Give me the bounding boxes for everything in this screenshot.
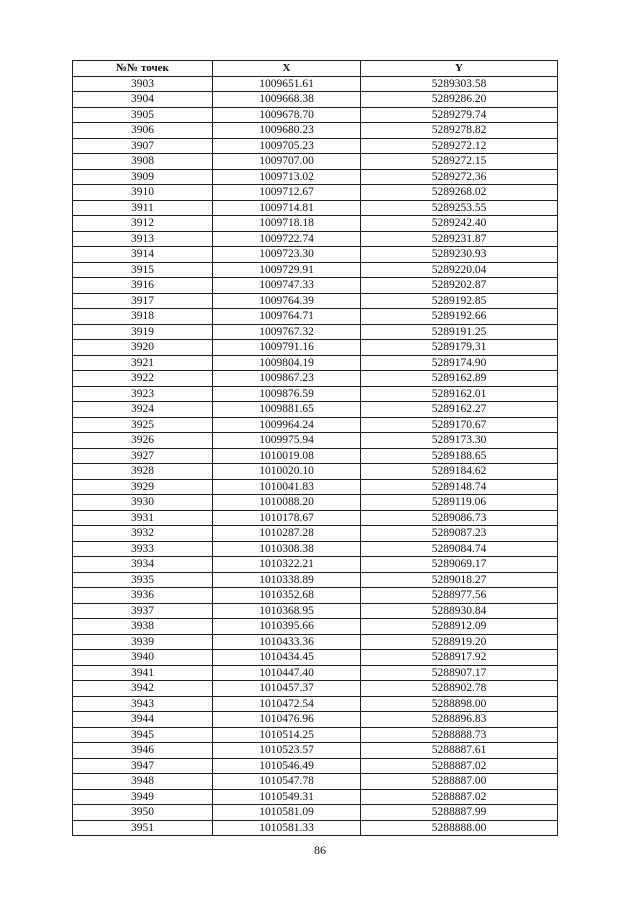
cell-x: 1010514.25	[213, 727, 361, 743]
cell-y: 5288888.00	[361, 820, 558, 836]
cell-y: 5289087.23	[361, 526, 558, 542]
table-row	[73, 433, 558, 449]
header-y: Y	[361, 61, 558, 77]
table-row	[73, 386, 558, 402]
cell-y: 5289192.66	[361, 309, 558, 325]
cell-x: 1010447.40	[213, 665, 361, 681]
cell-point-number: 3940	[73, 650, 213, 666]
cell-point-number: 3946	[73, 743, 213, 759]
cell-y: 5288912.09	[361, 619, 558, 635]
table-row	[73, 665, 558, 681]
cell-y: 5289018.27	[361, 572, 558, 588]
cell-y: 5289173.30	[361, 433, 558, 449]
cell-y: 5289148.74	[361, 479, 558, 495]
cell-point-number: 3926	[73, 433, 213, 449]
cell-y: 5288887.99	[361, 805, 558, 821]
cell-y: 5288896.83	[361, 712, 558, 728]
cell-x: 1009718.18	[213, 216, 361, 232]
cell-x: 1010581.33	[213, 820, 361, 836]
table-row	[73, 309, 558, 325]
table-row	[73, 200, 558, 216]
cell-point-number: 3942	[73, 681, 213, 697]
cell-x: 1010178.67	[213, 510, 361, 526]
table-row	[73, 588, 558, 604]
cell-y: 5289162.89	[361, 371, 558, 387]
cell-y: 5288887.02	[361, 789, 558, 805]
header-point-number: №№ точек	[73, 61, 213, 77]
cell-point-number: 3912	[73, 216, 213, 232]
cell-point-number: 3910	[73, 185, 213, 201]
cell-point-number: 3920	[73, 340, 213, 356]
cell-point-number: 3941	[73, 665, 213, 681]
table-row	[73, 789, 558, 805]
cell-x: 1010287.28	[213, 526, 361, 542]
table-row	[73, 185, 558, 201]
cell-y: 5288887.61	[361, 743, 558, 759]
cell-x: 1010322.21	[213, 557, 361, 573]
table-row	[73, 650, 558, 666]
cell-x: 1010457.37	[213, 681, 361, 697]
cell-point-number: 3931	[73, 510, 213, 526]
cell-point-number: 3914	[73, 247, 213, 263]
coordinates-table-container	[72, 60, 557, 836]
cell-point-number: 3911	[73, 200, 213, 216]
table-row	[73, 107, 558, 123]
cell-x: 1010020.10	[213, 464, 361, 480]
table-row	[73, 727, 558, 743]
table-row	[73, 417, 558, 433]
cell-x: 1009651.61	[213, 76, 361, 92]
table-row	[73, 774, 558, 790]
cell-point-number: 3934	[73, 557, 213, 573]
cell-y: 5288919.20	[361, 634, 558, 650]
cell-y: 5289162.01	[361, 386, 558, 402]
cell-x: 1009668.38	[213, 92, 361, 108]
cell-x: 1010088.20	[213, 495, 361, 511]
table-row	[73, 557, 558, 573]
table-row	[73, 464, 558, 480]
cell-point-number: 3925	[73, 417, 213, 433]
cell-x: 1010019.08	[213, 448, 361, 464]
coordinates-table	[72, 60, 558, 836]
cell-point-number: 3935	[73, 572, 213, 588]
cell-y: 5289084.74	[361, 541, 558, 557]
cell-x: 1010581.09	[213, 805, 361, 821]
cell-point-number: 3949	[73, 789, 213, 805]
cell-x: 1010549.31	[213, 789, 361, 805]
table-row	[73, 448, 558, 464]
cell-point-number: 3930	[73, 495, 213, 511]
cell-point-number: 3928	[73, 464, 213, 480]
cell-y: 5288917.92	[361, 650, 558, 666]
cell-y: 5289220.04	[361, 262, 558, 278]
cell-x: 1010523.57	[213, 743, 361, 759]
cell-x: 1010352.68	[213, 588, 361, 604]
cell-y: 5288888.73	[361, 727, 558, 743]
cell-x: 1009680.23	[213, 123, 361, 139]
cell-y: 5289162.27	[361, 402, 558, 418]
cell-y: 5288907.17	[361, 665, 558, 681]
cell-point-number: 3948	[73, 774, 213, 790]
table-row	[73, 696, 558, 712]
cell-point-number: 3947	[73, 758, 213, 774]
page-number: 86	[314, 843, 326, 857]
cell-x: 1009964.24	[213, 417, 361, 433]
table-row	[73, 743, 558, 759]
cell-point-number: 3909	[73, 169, 213, 185]
cell-point-number: 3943	[73, 696, 213, 712]
cell-y: 5289086.73	[361, 510, 558, 526]
table-row	[73, 278, 558, 294]
cell-point-number: 3944	[73, 712, 213, 728]
cell-x: 1009722.74	[213, 231, 361, 247]
cell-x: 1009975.94	[213, 433, 361, 449]
cell-point-number: 3951	[73, 820, 213, 836]
cell-x: 1009712.67	[213, 185, 361, 201]
table-row	[73, 510, 558, 526]
cell-x: 1009767.32	[213, 324, 361, 340]
cell-y: 5288930.84	[361, 603, 558, 619]
cell-x: 1010476.96	[213, 712, 361, 728]
cell-x: 1010433.36	[213, 634, 361, 650]
cell-y: 5288887.00	[361, 774, 558, 790]
cell-x: 1009729.91	[213, 262, 361, 278]
cell-x: 1009881.65	[213, 402, 361, 418]
table-row	[73, 231, 558, 247]
cell-point-number: 3915	[73, 262, 213, 278]
cell-point-number: 3905	[73, 107, 213, 123]
header-x: X	[213, 61, 361, 77]
table-row	[73, 138, 558, 154]
table-row	[73, 758, 558, 774]
cell-x: 1009867.23	[213, 371, 361, 387]
cell-x: 1009713.02	[213, 169, 361, 185]
table-row	[73, 355, 558, 371]
cell-x: 1010434.45	[213, 650, 361, 666]
cell-y: 5289170.67	[361, 417, 558, 433]
table-row	[73, 402, 558, 418]
cell-x: 1010041.83	[213, 479, 361, 495]
cell-y: 5288887.02	[361, 758, 558, 774]
table-row	[73, 371, 558, 387]
table-row	[73, 479, 558, 495]
cell-y: 5289286.20	[361, 92, 558, 108]
cell-y: 5289179.31	[361, 340, 558, 356]
cell-x: 1009723.30	[213, 247, 361, 263]
cell-x: 1009804.19	[213, 355, 361, 371]
cell-y: 5289242.40	[361, 216, 558, 232]
table-body	[73, 76, 558, 836]
table-header-row	[73, 61, 558, 77]
cell-x: 1010395.66	[213, 619, 361, 635]
cell-y: 5289069.17	[361, 557, 558, 573]
table-row	[73, 619, 558, 635]
table-row	[73, 526, 558, 542]
cell-point-number: 3933	[73, 541, 213, 557]
cell-x: 1010308.38	[213, 541, 361, 557]
cell-point-number: 3913	[73, 231, 213, 247]
cell-x: 1009764.71	[213, 309, 361, 325]
cell-point-number: 3908	[73, 154, 213, 170]
cell-x: 1009764.39	[213, 293, 361, 309]
cell-y: 5288898.00	[361, 696, 558, 712]
table-row	[73, 340, 558, 356]
table-row	[73, 820, 558, 836]
cell-y: 5289253.55	[361, 200, 558, 216]
table-row	[73, 293, 558, 309]
cell-y: 5289191.25	[361, 324, 558, 340]
cell-point-number: 3936	[73, 588, 213, 604]
table-row	[73, 495, 558, 511]
table-row	[73, 76, 558, 92]
table-row	[73, 541, 558, 557]
cell-point-number: 3927	[73, 448, 213, 464]
cell-point-number: 3923	[73, 386, 213, 402]
table-row	[73, 603, 558, 619]
cell-x: 1010547.78	[213, 774, 361, 790]
cell-point-number: 3932	[73, 526, 213, 542]
cell-y: 5289174.90	[361, 355, 558, 371]
cell-point-number: 3937	[73, 603, 213, 619]
cell-y: 5289268.02	[361, 185, 558, 201]
cell-point-number: 3921	[73, 355, 213, 371]
cell-y: 5289278.82	[361, 123, 558, 139]
cell-point-number: 3903	[73, 76, 213, 92]
cell-y: 5289192.85	[361, 293, 558, 309]
table-row	[73, 681, 558, 697]
cell-point-number: 3945	[73, 727, 213, 743]
table-row	[73, 169, 558, 185]
cell-x: 1010546.49	[213, 758, 361, 774]
cell-y: 5289231.87	[361, 231, 558, 247]
cell-y: 5289272.15	[361, 154, 558, 170]
cell-x: 1009707.00	[213, 154, 361, 170]
cell-point-number: 3907	[73, 138, 213, 154]
cell-x: 1009714.81	[213, 200, 361, 216]
cell-x: 1010368.95	[213, 603, 361, 619]
table-row	[73, 247, 558, 263]
cell-point-number: 3904	[73, 92, 213, 108]
cell-y: 5289184.62	[361, 464, 558, 480]
cell-x: 1009747.33	[213, 278, 361, 294]
cell-y: 5289272.36	[361, 169, 558, 185]
cell-point-number: 3938	[73, 619, 213, 635]
cell-point-number: 3939	[73, 634, 213, 650]
cell-y: 5289202.87	[361, 278, 558, 294]
cell-point-number: 3906	[73, 123, 213, 139]
table-row	[73, 634, 558, 650]
cell-point-number: 3916	[73, 278, 213, 294]
cell-y: 5289279.74	[361, 107, 558, 123]
cell-y: 5289230.93	[361, 247, 558, 263]
table-row	[73, 324, 558, 340]
cell-point-number: 3950	[73, 805, 213, 821]
cell-y: 5289188.65	[361, 448, 558, 464]
cell-x: 1009678.70	[213, 107, 361, 123]
cell-point-number: 3929	[73, 479, 213, 495]
table-row	[73, 216, 558, 232]
cell-x: 1009705.23	[213, 138, 361, 154]
cell-point-number: 3919	[73, 324, 213, 340]
cell-point-number: 3924	[73, 402, 213, 418]
table-row	[73, 123, 558, 139]
cell-x: 1010338.89	[213, 572, 361, 588]
cell-y: 5289303.58	[361, 76, 558, 92]
cell-x: 1010472.54	[213, 696, 361, 712]
cell-y: 5288977.56	[361, 588, 558, 604]
cell-point-number: 3922	[73, 371, 213, 387]
cell-y: 5289272.12	[361, 138, 558, 154]
table-row	[73, 572, 558, 588]
table-row	[73, 92, 558, 108]
table-row	[73, 154, 558, 170]
cell-x: 1009791.16	[213, 340, 361, 356]
table-row	[73, 712, 558, 728]
cell-x: 1009876.59	[213, 386, 361, 402]
cell-point-number: 3917	[73, 293, 213, 309]
cell-point-number: 3918	[73, 309, 213, 325]
table-row	[73, 262, 558, 278]
cell-y: 5289119.06	[361, 495, 558, 511]
cell-y: 5288902.78	[361, 681, 558, 697]
table-row	[73, 805, 558, 821]
